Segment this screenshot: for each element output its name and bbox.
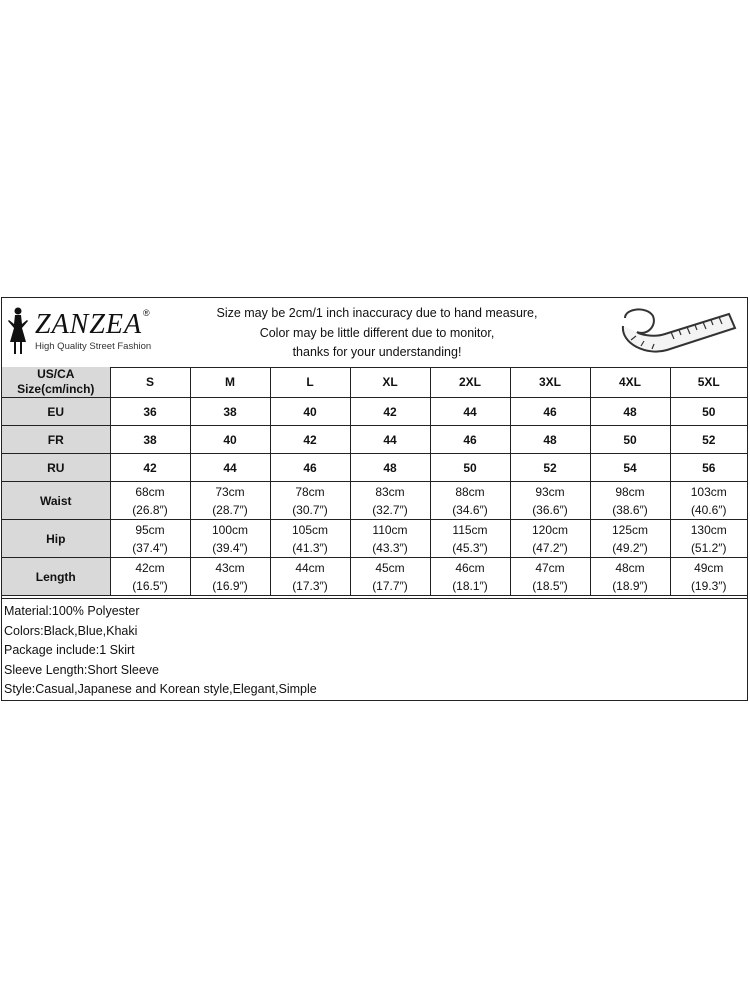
cm-value: 73cm	[215, 484, 245, 499]
row-label: Hip	[2, 520, 110, 558]
size-row-eu	[2, 398, 747, 426]
inch-value: (45.3″)	[452, 540, 488, 555]
cm-value: 125cm	[611, 522, 649, 537]
inch-value: (37.4″)	[132, 540, 168, 555]
spec-colors: Colors:Black,Blue,Khaki	[4, 623, 138, 638]
corner-line: US/CA	[37, 367, 75, 381]
size-header-cell: XL	[350, 367, 430, 398]
cm-value: 120cm	[531, 522, 569, 537]
table-cell	[270, 520, 350, 558]
table-cell	[350, 558, 430, 596]
chart-header	[2, 298, 747, 368]
table-cell	[670, 558, 747, 596]
cm-value: 78cm	[295, 484, 325, 499]
inch-value: (18.1″)	[452, 578, 488, 593]
inch-value: (49.2″)	[612, 540, 648, 555]
brand-name: ZANZEA	[35, 309, 143, 340]
table-cell	[510, 520, 590, 558]
cm-value: 88cm	[455, 484, 485, 499]
table-cell: 50	[670, 398, 747, 426]
table-cell	[270, 482, 350, 520]
table-cell	[430, 482, 510, 520]
cm-value: 46cm	[455, 560, 485, 575]
cm-value: 95cm	[135, 522, 165, 537]
size-header-cell: S	[110, 367, 190, 398]
inch-value: (17.3″)	[292, 578, 328, 593]
cm-value: 44cm	[295, 560, 325, 575]
cm-value: 100cm	[211, 522, 249, 537]
cm-value: 45cm	[375, 560, 405, 575]
inch-value: (19.3″)	[690, 578, 727, 593]
table-cell: 50	[590, 426, 670, 454]
size-header-corner	[2, 367, 110, 398]
cm-value: 68cm	[135, 484, 165, 499]
table-cell	[190, 520, 270, 558]
cm-value: 110cm	[372, 522, 408, 537]
size-header-cell: M	[190, 367, 270, 398]
inch-value: (41.3″)	[292, 540, 328, 555]
cm-value: 93cm	[535, 484, 565, 499]
table-cell	[430, 558, 510, 596]
table-cell	[430, 520, 510, 558]
size-row-fr	[2, 426, 747, 454]
brand-logo	[5, 306, 155, 358]
inch-value: (38.6″)	[612, 502, 648, 517]
notice-line: thanks for your understanding!	[292, 345, 462, 359]
table-cell: 48	[350, 454, 430, 482]
notice-line: Size may be 2cm/1 inch inaccuracy due to hand measure,	[216, 306, 538, 320]
table-cell	[190, 482, 270, 520]
table-cell	[590, 482, 670, 520]
inch-value: (30.7″)	[292, 502, 328, 517]
table-cell: 38	[110, 426, 190, 454]
woman-silhouette-icon	[5, 306, 31, 356]
size-header-cell: 5XL	[670, 367, 747, 398]
size-table	[2, 367, 747, 596]
inch-value: (28.7″)	[212, 502, 248, 517]
table-cell	[590, 558, 670, 596]
table-cell: 46	[430, 426, 510, 454]
inch-value: (16.5″)	[132, 578, 168, 593]
cm-value: 98cm	[615, 484, 645, 499]
table-cell: 42	[350, 398, 430, 426]
table-cell	[510, 482, 590, 520]
inch-value: (32.7″)	[372, 502, 408, 517]
spec-style: Style:Casual,Japanese and Korean style,Elegant,Simple	[4, 682, 317, 696]
registered-mark: ®	[143, 308, 150, 318]
cm-value: 47cm	[535, 560, 565, 575]
table-cell	[110, 558, 190, 596]
inch-value: (40.6″)	[690, 502, 727, 517]
table-cell: 48	[590, 398, 670, 426]
size-header-cell: 4XL	[590, 367, 670, 398]
measure-row-length	[2, 558, 747, 596]
table-cell	[670, 482, 747, 520]
table-cell: 44	[430, 398, 510, 426]
inch-value: (47.2″)	[532, 540, 568, 555]
inch-value: (26.8″)	[132, 502, 168, 517]
product-specs	[2, 598, 747, 700]
inch-value: (18.5″)	[532, 578, 568, 593]
cm-value: 49cm	[694, 560, 724, 575]
table-cell	[590, 520, 670, 558]
row-label: FR	[2, 426, 110, 454]
corner-line: Size(cm/inch)	[17, 382, 95, 396]
table-cell	[110, 520, 190, 558]
table-cell: 42	[110, 454, 190, 482]
inch-value: (51.2″)	[690, 540, 727, 555]
measurement-notice	[152, 304, 602, 363]
spec-sleeve-length: Sleeve Length:Short Sleeve	[4, 662, 159, 677]
spec-material: Material:100% Polyester	[4, 604, 140, 618]
notice-line: Color may be little different due to monitor,	[259, 325, 495, 340]
table-cell: 48	[510, 426, 590, 454]
size-header-row	[2, 367, 747, 398]
table-cell: 52	[670, 426, 747, 454]
table-cell	[350, 520, 430, 558]
inch-value: (16.9″)	[212, 578, 248, 593]
table-cell: 54	[590, 454, 670, 482]
table-cell	[270, 558, 350, 596]
row-label: Length	[2, 558, 110, 596]
cm-value: 43cm	[215, 560, 245, 575]
row-label: EU	[2, 398, 110, 426]
table-cell: 38	[190, 398, 270, 426]
inch-value: (34.6″)	[452, 502, 488, 517]
size-row-ru	[2, 454, 747, 482]
inch-value: (43.3″)	[372, 540, 408, 555]
table-cell: 46	[270, 454, 350, 482]
measuring-tape-icon	[617, 304, 742, 362]
table-cell	[190, 558, 270, 596]
table-cell: 52	[510, 454, 590, 482]
measure-row-waist	[2, 482, 747, 520]
table-cell: 56	[670, 454, 747, 482]
table-cell: 36	[110, 398, 190, 426]
table-cell	[110, 482, 190, 520]
table-cell: 42	[270, 426, 350, 454]
size-chart	[1, 297, 748, 701]
table-cell: 40	[270, 398, 350, 426]
cm-value: 130cm	[690, 522, 727, 537]
cm-value: 42cm	[135, 560, 165, 575]
inch-value: (39.4″)	[212, 540, 248, 555]
table-cell: 40	[190, 426, 270, 454]
measure-row-hip	[2, 520, 747, 558]
inch-value: (17.7″)	[372, 578, 408, 593]
cm-value: 103cm	[690, 484, 727, 499]
table-cell: 44	[190, 454, 270, 482]
table-cell	[350, 482, 430, 520]
inch-value: (36.6″)	[532, 502, 568, 517]
row-label: Waist	[2, 482, 110, 520]
cm-value: 115cm	[452, 522, 488, 537]
brand-tagline: High Quality Street Fashion	[35, 341, 152, 352]
table-cell	[510, 558, 590, 596]
table-cell: 50	[430, 454, 510, 482]
spec-package: Package include:1 Skirt	[4, 643, 135, 657]
size-header-cell: 2XL	[430, 367, 510, 398]
cm-value: 105cm	[291, 522, 329, 537]
size-header-cell: 3XL	[510, 367, 590, 398]
cm-value: 83cm	[375, 484, 405, 499]
table-cell: 46	[510, 398, 590, 426]
table-cell: 44	[350, 426, 430, 454]
size-header-cell: L	[270, 367, 350, 398]
row-label: RU	[2, 454, 110, 482]
table-cell	[670, 520, 747, 558]
inch-value: (18.9″)	[612, 578, 648, 593]
cm-value: 48cm	[615, 560, 645, 575]
